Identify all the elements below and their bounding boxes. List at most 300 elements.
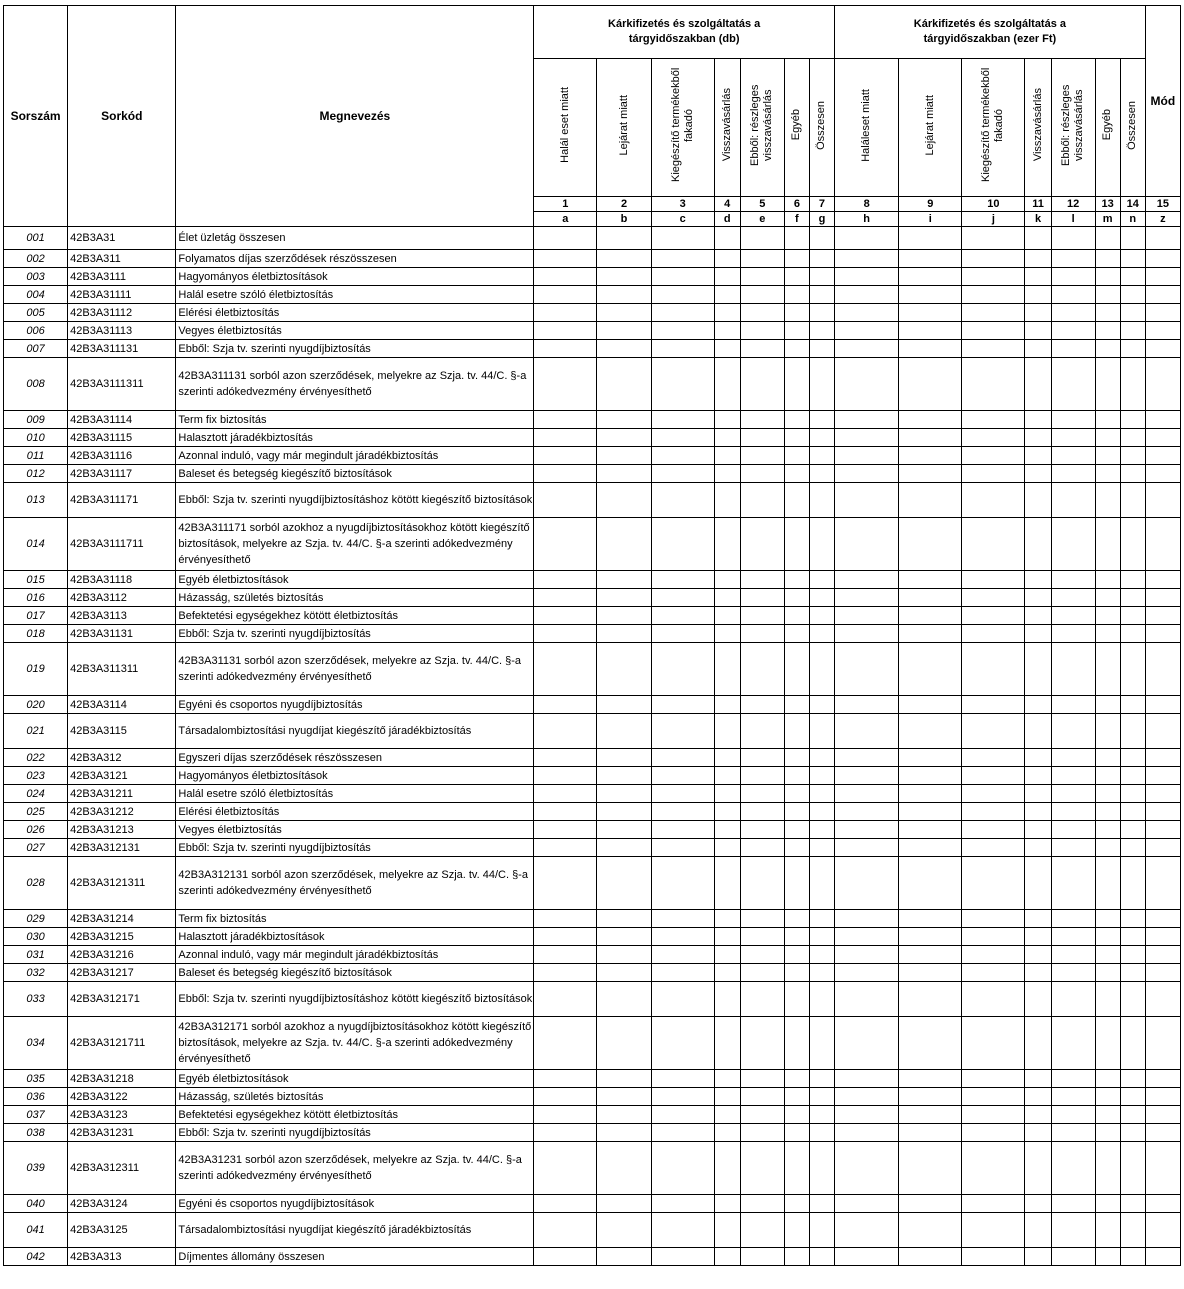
data-cell[interactable] [835, 465, 899, 483]
data-cell[interactable] [740, 910, 784, 928]
data-cell[interactable] [740, 465, 784, 483]
data-cell[interactable] [1120, 857, 1145, 910]
data-cell[interactable] [1120, 910, 1145, 928]
data-cell[interactable] [809, 625, 834, 643]
data-cell[interactable] [809, 1017, 834, 1070]
data-cell[interactable] [714, 607, 740, 625]
data-cell[interactable] [784, 340, 809, 358]
data-cell[interactable] [784, 1070, 809, 1088]
data-cell[interactable] [899, 785, 962, 803]
data-cell[interactable] [597, 1142, 651, 1195]
data-cell[interactable] [651, 1142, 714, 1195]
data-cell[interactable] [809, 857, 834, 910]
data-cell[interactable] [962, 839, 1025, 857]
data-cell[interactable] [784, 910, 809, 928]
data-cell[interactable] [740, 625, 784, 643]
data-cell[interactable] [651, 358, 714, 411]
data-cell[interactable] [1095, 1248, 1120, 1266]
data-cell[interactable] [597, 1248, 651, 1266]
data-cell[interactable] [1095, 411, 1120, 429]
data-cell[interactable] [714, 429, 740, 447]
data-cell[interactable] [809, 643, 834, 696]
data-cell[interactable] [809, 250, 834, 268]
data-cell[interactable] [962, 1213, 1025, 1248]
data-cell[interactable] [1051, 304, 1095, 322]
data-cell[interactable] [597, 910, 651, 928]
data-cell[interactable] [899, 1070, 962, 1088]
data-cell[interactable] [1095, 447, 1120, 465]
data-cell[interactable] [784, 304, 809, 322]
data-cell[interactable] [1095, 857, 1120, 910]
data-cell[interactable] [1095, 643, 1120, 696]
data-cell[interactable] [714, 857, 740, 910]
data-cell[interactable] [651, 589, 714, 607]
data-cell[interactable] [1145, 411, 1180, 429]
data-cell[interactable] [1095, 1106, 1120, 1124]
data-cell[interactable] [597, 447, 651, 465]
data-cell[interactable] [962, 1088, 1025, 1106]
data-cell[interactable] [962, 982, 1025, 1017]
data-cell[interactable] [809, 803, 834, 821]
data-cell[interactable] [809, 286, 834, 304]
data-cell[interactable] [1051, 839, 1095, 857]
data-cell[interactable] [1095, 227, 1120, 250]
data-cell[interactable] [835, 928, 899, 946]
data-cell[interactable] [1120, 304, 1145, 322]
data-cell[interactable] [899, 982, 962, 1017]
data-cell[interactable] [809, 982, 834, 1017]
data-cell[interactable] [651, 286, 714, 304]
data-cell[interactable] [597, 1088, 651, 1106]
data-cell[interactable] [597, 358, 651, 411]
data-cell[interactable] [714, 227, 740, 250]
data-cell[interactable] [597, 1106, 651, 1124]
data-cell[interactable] [714, 1213, 740, 1248]
data-cell[interactable] [1120, 268, 1145, 286]
data-cell[interactable] [714, 785, 740, 803]
data-cell[interactable] [899, 1088, 962, 1106]
data-cell[interactable] [899, 268, 962, 286]
data-cell[interactable] [651, 429, 714, 447]
data-cell[interactable] [740, 1106, 784, 1124]
data-cell[interactable] [740, 411, 784, 429]
data-cell[interactable] [534, 803, 597, 821]
data-cell[interactable] [597, 839, 651, 857]
data-cell[interactable] [1095, 1088, 1120, 1106]
data-cell[interactable] [809, 696, 834, 714]
data-cell[interactable] [651, 447, 714, 465]
data-cell[interactable] [962, 749, 1025, 767]
data-cell[interactable] [1095, 250, 1120, 268]
data-cell[interactable] [962, 803, 1025, 821]
data-cell[interactable] [534, 821, 597, 839]
data-cell[interactable] [835, 821, 899, 839]
data-cell[interactable] [714, 910, 740, 928]
data-cell[interactable] [597, 286, 651, 304]
data-cell[interactable] [740, 1195, 784, 1213]
data-cell[interactable] [1025, 982, 1051, 1017]
data-cell[interactable] [1051, 1195, 1095, 1213]
data-cell[interactable] [1095, 268, 1120, 286]
data-cell[interactable] [962, 465, 1025, 483]
data-cell[interactable] [835, 1124, 899, 1142]
data-cell[interactable] [597, 589, 651, 607]
data-cell[interactable] [651, 411, 714, 429]
data-cell[interactable] [784, 1248, 809, 1266]
data-cell[interactable] [714, 1106, 740, 1124]
data-cell[interactable] [1051, 518, 1095, 571]
data-cell[interactable] [962, 286, 1025, 304]
data-cell[interactable] [1120, 946, 1145, 964]
data-cell[interactable] [809, 227, 834, 250]
data-cell[interactable] [534, 910, 597, 928]
data-cell[interactable] [784, 1088, 809, 1106]
data-cell[interactable] [1051, 625, 1095, 643]
data-cell[interactable] [784, 821, 809, 839]
data-cell[interactable] [962, 304, 1025, 322]
data-cell[interactable] [809, 447, 834, 465]
data-cell[interactable] [714, 1070, 740, 1088]
data-cell[interactable] [835, 839, 899, 857]
data-cell[interactable] [962, 1124, 1025, 1142]
data-cell[interactable] [1120, 465, 1145, 483]
data-cell[interactable] [1095, 928, 1120, 946]
data-cell[interactable] [784, 358, 809, 411]
data-cell[interactable] [534, 304, 597, 322]
data-cell[interactable] [1095, 589, 1120, 607]
data-cell[interactable] [597, 304, 651, 322]
data-cell[interactable] [1120, 803, 1145, 821]
data-cell[interactable] [784, 268, 809, 286]
data-cell[interactable] [1051, 268, 1095, 286]
data-cell[interactable] [1120, 839, 1145, 857]
data-cell[interactable] [1145, 589, 1180, 607]
data-cell[interactable] [651, 465, 714, 483]
data-cell[interactable] [1120, 1213, 1145, 1248]
data-cell[interactable] [1095, 982, 1120, 1017]
data-cell[interactable] [1145, 910, 1180, 928]
data-cell[interactable] [1025, 465, 1051, 483]
data-cell[interactable] [597, 268, 651, 286]
data-cell[interactable] [784, 749, 809, 767]
data-cell[interactable] [899, 1106, 962, 1124]
data-cell[interactable] [714, 964, 740, 982]
data-cell[interactable] [534, 1248, 597, 1266]
data-cell[interactable] [1095, 607, 1120, 625]
data-cell[interactable] [1051, 322, 1095, 340]
data-cell[interactable] [962, 928, 1025, 946]
data-cell[interactable] [714, 518, 740, 571]
data-cell[interactable] [784, 518, 809, 571]
data-cell[interactable] [1025, 250, 1051, 268]
data-cell[interactable] [1145, 1070, 1180, 1088]
data-cell[interactable] [784, 1106, 809, 1124]
data-cell[interactable] [597, 643, 651, 696]
data-cell[interactable] [534, 571, 597, 589]
data-cell[interactable] [1051, 1248, 1095, 1266]
data-cell[interactable] [740, 340, 784, 358]
data-cell[interactable] [740, 1213, 784, 1248]
data-cell[interactable] [1025, 910, 1051, 928]
data-cell[interactable] [534, 928, 597, 946]
data-cell[interactable] [835, 785, 899, 803]
data-cell[interactable] [835, 1248, 899, 1266]
data-cell[interactable] [597, 785, 651, 803]
data-cell[interactable] [899, 1142, 962, 1195]
data-cell[interactable] [1051, 767, 1095, 785]
data-cell[interactable] [1025, 268, 1051, 286]
data-cell[interactable] [1025, 785, 1051, 803]
data-cell[interactable] [597, 227, 651, 250]
data-cell[interactable] [651, 910, 714, 928]
data-cell[interactable] [651, 928, 714, 946]
data-cell[interactable] [740, 839, 784, 857]
data-cell[interactable] [809, 785, 834, 803]
data-cell[interactable] [534, 465, 597, 483]
data-cell[interactable] [714, 1124, 740, 1142]
data-cell[interactable] [534, 643, 597, 696]
data-cell[interactable] [962, 785, 1025, 803]
data-cell[interactable] [1051, 785, 1095, 803]
data-cell[interactable] [597, 803, 651, 821]
data-cell[interactable] [899, 518, 962, 571]
data-cell[interactable] [1095, 749, 1120, 767]
data-cell[interactable] [534, 340, 597, 358]
data-cell[interactable] [899, 322, 962, 340]
data-cell[interactable] [597, 322, 651, 340]
data-cell[interactable] [809, 1070, 834, 1088]
data-cell[interactable] [714, 1088, 740, 1106]
data-cell[interactable] [1120, 250, 1145, 268]
data-cell[interactable] [784, 465, 809, 483]
data-cell[interactable] [962, 1106, 1025, 1124]
data-cell[interactable] [1145, 839, 1180, 857]
data-cell[interactable] [597, 625, 651, 643]
data-cell[interactable] [899, 340, 962, 358]
data-cell[interactable] [714, 946, 740, 964]
data-cell[interactable] [1051, 1213, 1095, 1248]
data-cell[interactable] [740, 964, 784, 982]
data-cell[interactable] [714, 465, 740, 483]
data-cell[interactable] [651, 1248, 714, 1266]
data-cell[interactable] [534, 607, 597, 625]
data-cell[interactable] [1120, 785, 1145, 803]
data-cell[interactable] [597, 1195, 651, 1213]
data-cell[interactable] [740, 785, 784, 803]
data-cell[interactable] [1120, 696, 1145, 714]
data-cell[interactable] [1025, 928, 1051, 946]
data-cell[interactable] [962, 1142, 1025, 1195]
data-cell[interactable] [784, 607, 809, 625]
data-cell[interactable] [740, 821, 784, 839]
data-cell[interactable] [651, 1017, 714, 1070]
data-cell[interactable] [899, 250, 962, 268]
data-cell[interactable] [651, 1070, 714, 1088]
data-cell[interactable] [835, 358, 899, 411]
data-cell[interactable] [597, 340, 651, 358]
data-cell[interactable] [534, 411, 597, 429]
data-cell[interactable] [714, 250, 740, 268]
data-cell[interactable] [740, 518, 784, 571]
data-cell[interactable] [962, 429, 1025, 447]
data-cell[interactable] [784, 1017, 809, 1070]
data-cell[interactable] [740, 928, 784, 946]
data-cell[interactable] [714, 714, 740, 749]
data-cell[interactable] [1025, 767, 1051, 785]
data-cell[interactable] [1095, 571, 1120, 589]
data-cell[interactable] [899, 964, 962, 982]
data-cell[interactable] [1051, 227, 1095, 250]
data-cell[interactable] [1051, 1070, 1095, 1088]
data-cell[interactable] [714, 411, 740, 429]
data-cell[interactable] [714, 268, 740, 286]
data-cell[interactable] [714, 767, 740, 785]
data-cell[interactable] [899, 1213, 962, 1248]
data-cell[interactable] [835, 227, 899, 250]
data-cell[interactable] [899, 767, 962, 785]
data-cell[interactable] [809, 1195, 834, 1213]
data-cell[interactable] [835, 304, 899, 322]
data-cell[interactable] [597, 483, 651, 518]
data-cell[interactable] [1095, 1142, 1120, 1195]
data-cell[interactable] [534, 447, 597, 465]
data-cell[interactable] [835, 483, 899, 518]
data-cell[interactable] [835, 607, 899, 625]
data-cell[interactable] [597, 982, 651, 1017]
data-cell[interactable] [597, 767, 651, 785]
data-cell[interactable] [835, 571, 899, 589]
data-cell[interactable] [1051, 821, 1095, 839]
data-cell[interactable] [899, 1017, 962, 1070]
data-cell[interactable] [784, 483, 809, 518]
data-cell[interactable] [809, 839, 834, 857]
data-cell[interactable] [1025, 304, 1051, 322]
data-cell[interactable] [1025, 1017, 1051, 1070]
data-cell[interactable] [962, 411, 1025, 429]
data-cell[interactable] [835, 1017, 899, 1070]
data-cell[interactable] [1025, 1213, 1051, 1248]
data-cell[interactable] [784, 696, 809, 714]
data-cell[interactable] [1145, 946, 1180, 964]
data-cell[interactable] [899, 910, 962, 928]
data-cell[interactable] [1095, 518, 1120, 571]
data-cell[interactable] [1095, 821, 1120, 839]
data-cell[interactable] [651, 340, 714, 358]
data-cell[interactable] [1051, 714, 1095, 749]
data-cell[interactable] [899, 928, 962, 946]
data-cell[interactable] [962, 1070, 1025, 1088]
data-cell[interactable] [714, 749, 740, 767]
data-cell[interactable] [651, 1195, 714, 1213]
data-cell[interactable] [534, 946, 597, 964]
data-cell[interactable] [1025, 322, 1051, 340]
data-cell[interactable] [1145, 625, 1180, 643]
data-cell[interactable] [784, 643, 809, 696]
data-cell[interactable] [1051, 1088, 1095, 1106]
data-cell[interactable] [1095, 1070, 1120, 1088]
data-cell[interactable] [714, 358, 740, 411]
data-cell[interactable] [651, 696, 714, 714]
data-cell[interactable] [1095, 1213, 1120, 1248]
data-cell[interactable] [740, 1124, 784, 1142]
data-cell[interactable] [1145, 518, 1180, 571]
data-cell[interactable] [1095, 910, 1120, 928]
data-cell[interactable] [740, 304, 784, 322]
data-cell[interactable] [962, 643, 1025, 696]
data-cell[interactable] [1051, 946, 1095, 964]
data-cell[interactable] [714, 589, 740, 607]
data-cell[interactable] [835, 625, 899, 643]
data-cell[interactable] [962, 589, 1025, 607]
data-cell[interactable] [1051, 803, 1095, 821]
data-cell[interactable] [809, 465, 834, 483]
data-cell[interactable] [1025, 340, 1051, 358]
data-cell[interactable] [809, 518, 834, 571]
data-cell[interactable] [809, 304, 834, 322]
data-cell[interactable] [651, 643, 714, 696]
data-cell[interactable] [784, 1124, 809, 1142]
data-cell[interactable] [1025, 429, 1051, 447]
data-cell[interactable] [534, 1017, 597, 1070]
data-cell[interactable] [1051, 589, 1095, 607]
data-cell[interactable] [740, 1088, 784, 1106]
data-cell[interactable] [1120, 643, 1145, 696]
data-cell[interactable] [1120, 767, 1145, 785]
data-cell[interactable] [534, 429, 597, 447]
data-cell[interactable] [809, 589, 834, 607]
data-cell[interactable] [534, 839, 597, 857]
data-cell[interactable] [740, 589, 784, 607]
data-cell[interactable] [835, 1088, 899, 1106]
data-cell[interactable] [534, 1124, 597, 1142]
data-cell[interactable] [1051, 1124, 1095, 1142]
data-cell[interactable] [962, 607, 1025, 625]
data-cell[interactable] [534, 250, 597, 268]
data-cell[interactable] [899, 857, 962, 910]
data-cell[interactable] [1095, 1195, 1120, 1213]
data-cell[interactable] [1095, 1124, 1120, 1142]
data-cell[interactable] [740, 358, 784, 411]
data-cell[interactable] [784, 447, 809, 465]
data-cell[interactable] [1051, 982, 1095, 1017]
data-cell[interactable] [1120, 1106, 1145, 1124]
data-cell[interactable] [1120, 1195, 1145, 1213]
data-cell[interactable] [1145, 1142, 1180, 1195]
data-cell[interactable] [1145, 982, 1180, 1017]
data-cell[interactable] [1095, 696, 1120, 714]
data-cell[interactable] [1025, 411, 1051, 429]
data-cell[interactable] [1120, 607, 1145, 625]
data-cell[interactable] [784, 227, 809, 250]
data-cell[interactable] [714, 982, 740, 1017]
data-cell[interactable] [597, 1017, 651, 1070]
data-cell[interactable] [651, 1088, 714, 1106]
data-cell[interactable] [651, 250, 714, 268]
data-cell[interactable] [1145, 227, 1180, 250]
data-cell[interactable] [534, 589, 597, 607]
data-cell[interactable] [899, 607, 962, 625]
data-cell[interactable] [962, 571, 1025, 589]
data-cell[interactable] [835, 767, 899, 785]
data-cell[interactable] [1120, 1070, 1145, 1088]
data-cell[interactable] [835, 1070, 899, 1088]
data-cell[interactable] [835, 643, 899, 696]
data-cell[interactable] [651, 1106, 714, 1124]
data-cell[interactable] [809, 1088, 834, 1106]
data-cell[interactable] [1025, 803, 1051, 821]
data-cell[interactable] [1145, 1213, 1180, 1248]
data-cell[interactable] [740, 483, 784, 518]
